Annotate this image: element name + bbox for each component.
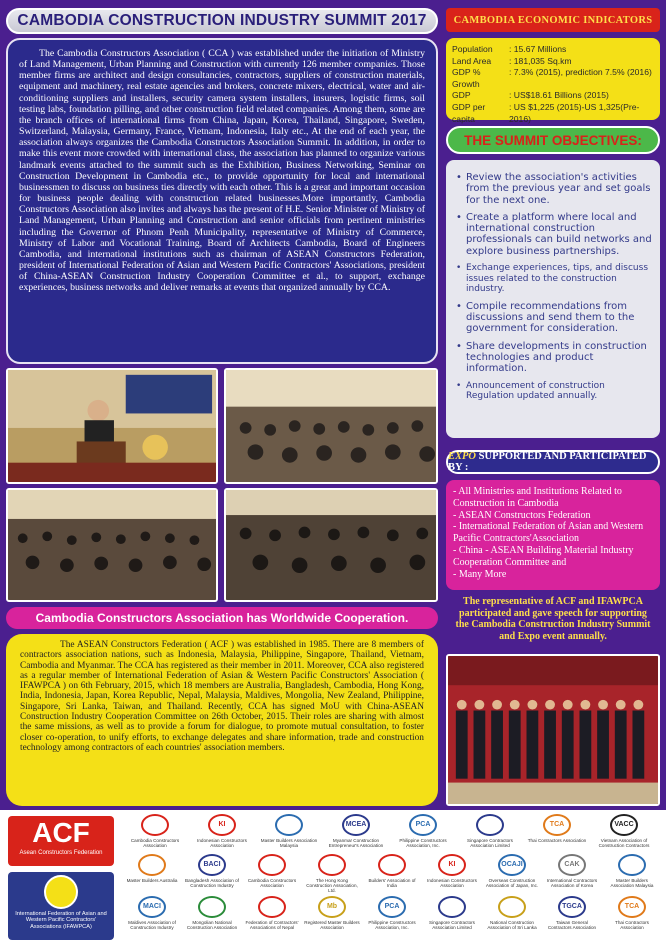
bullet-icon: • — [456, 172, 462, 183]
expo-title-emphasis: EXPO — [448, 451, 477, 462]
indicator-key: GDP — [452, 90, 471, 101]
association-caption: Indonesian Constructors Association — [197, 838, 247, 849]
association-emblem-icon — [476, 814, 504, 836]
event-photo-seminar — [224, 488, 438, 602]
expo-item: - ASEAN Constructors Federation — [453, 509, 591, 521]
association-emblem-icon: OCAJI — [498, 854, 526, 876]
indicator-value: : 15.67 Millions — [509, 44, 567, 54]
association-emblem-icon — [378, 854, 406, 876]
indicator-value: : 7.3% (2015), prediction 7.5% (2016) — [509, 67, 652, 78]
member-association-logo — [364, 854, 420, 888]
event-photo-hall — [6, 488, 218, 602]
intro-panel — [6, 38, 438, 364]
objectives-panel — [446, 160, 660, 438]
indicator-key: Population — [452, 44, 493, 54]
member-association-logo — [604, 896, 660, 930]
member-association-logo — [424, 854, 480, 888]
intro-text: The Cambodia Constructors Association ( CCA ) was established under the initiation of Ministry of Land Management, Urban Planning and Construction with currently 126 member companies. Those member firms are architect and design consultancies, contractors, suppliers of construction materials, equipment and machinery, real estate agencies and brokers, concrete mixers, electrical, water and air-conditioning suppliers and installers, security camera system installers, insurers, logistic firms, soil testing labs, foundation pilling, and other construction field related companies. Among them, some are the branch offices of international firms from China, Japan, Korea, Thailand, Singapore, Sweden, Switzerland, Malaysia, Germany, France, Vietnam, Indonesia, Italy etc., At the end of each year, the association always organizes the Cambodia Constructors Association Summit. In addition, in order to make this event more crowded with international class, the association has planned to organize various landmark events attached to the summit such as the Exhibition, Business Networking, Seminar on Construction Development in Cambodia etc., to provide opportunity for local and international businessmen to discuss on business ties directly with each other. This is a great and important occasion for business people dealing with construction related businesses.More importantly, Cambodia Constructors Association also invites and always has the present of H.E. Senior Minister of Ministry of Land Management, Urban Planning and Construction and senior officials from pertinent ministries including the Governor of Phnom Penh Municipality, representative of Ministry of Commerce, Ministry of Labor and Vocational Training, Board of Architects Cambodia, Board of Engineers Cambodia, and international institutions such as chairman of ASEAN Constructors Federation, president of International Federation of Asian and Western Pacific Contractors' Associations, president of China-ASEAN Construction Industry Cooperation Committee et al., to support, exchange experiences, business networks and deliver remarks at events that organized annually by CCA. — [19, 48, 425, 294]
member-association-logo — [184, 854, 240, 888]
objective-text: Share developments in construction technologies and product information. — [466, 340, 647, 375]
acf-logo — [8, 816, 114, 866]
photo-illustration — [8, 370, 216, 482]
association-emblem-icon — [258, 854, 286, 876]
association-emblem-icon — [318, 854, 346, 876]
ifawpca-logo-caption: International Federation of Asian and Western Pacific Contractors' Associations (IFAWPCA) — [15, 911, 107, 930]
member-association-logo — [544, 854, 600, 888]
association-caption: National Construction Association of Sri Lanka — [487, 920, 537, 931]
association-caption: Overseas Construction Association of Japan, Inc. — [485, 878, 539, 889]
association-caption: Indonesian Constructors Association — [427, 878, 477, 889]
association-emblem-icon: MCEA — [342, 814, 370, 836]
indicator-value: : US$18.61 Billions (2015) — [509, 90, 609, 101]
bullet-icon: • — [456, 300, 462, 312]
event-photo-speaker — [6, 368, 218, 484]
association-caption: The Hong Kong Construction Association, Ltd. — [306, 878, 358, 894]
association-emblem-icon — [275, 814, 303, 836]
indicator-row — [452, 102, 654, 125]
indicator-key: Land Area — [452, 55, 492, 66]
member-association-logo — [593, 814, 655, 848]
association-caption: Vietnam Association of Construction Contractors — [598, 838, 650, 849]
photo-illustration — [8, 490, 216, 600]
association-emblem-icon — [258, 896, 286, 918]
association-emblem-icon: PCA — [378, 896, 406, 918]
association-caption: Master Builders Association Malaysia — [260, 838, 318, 849]
indicator-key: GDP % Growth — [452, 67, 481, 89]
indicator-row — [452, 67, 654, 90]
association-emblem-icon: Mb — [318, 896, 346, 918]
association-emblem-icon: TGCA — [558, 896, 586, 918]
association-emblem-icon: BACI — [198, 854, 226, 876]
member-association-logo — [258, 814, 320, 848]
association-emblem-icon — [498, 896, 526, 918]
member-association-logo — [124, 814, 186, 848]
association-emblem-icon: VACC — [610, 814, 638, 836]
member-association-logo — [244, 896, 300, 930]
expo-item: - All Ministries and Institutions Related to Construction in Cambodia — [453, 486, 622, 509]
globe-icon — [44, 875, 78, 909]
association-emblem-icon: PCA — [409, 814, 437, 836]
expo-item: - Many More — [453, 568, 507, 580]
association-caption: International Contractors Association of Korea — [546, 878, 598, 889]
indicator-row — [452, 90, 654, 102]
expo-title — [448, 451, 658, 473]
association-emblem-icon — [198, 896, 226, 918]
association-emblem-icon — [141, 814, 169, 836]
acf-panel — [6, 634, 438, 806]
photo-illustration — [448, 656, 658, 804]
association-caption: Thai Contractors Association — [615, 920, 649, 931]
member-association-logo — [484, 896, 540, 930]
expo-title-rest: SUPPORTED AND PARTICIPATED BY : — [448, 451, 647, 473]
bullet-icon: • — [456, 263, 462, 274]
indicator-row — [452, 56, 654, 68]
objective-text: Review the association's activities from the previous year and set goals for the next one. — [466, 172, 651, 206]
association-emblem-icon: KI — [438, 854, 466, 876]
objective-item — [456, 212, 652, 257]
association-caption: Federation of Contractors' Associations of Nepal — [245, 920, 299, 931]
representative-note: The representative of ACF and IFAWPCA participated and gave speech for supporting the Cambodia Construction Industry Summit and Expo event annually. — [455, 596, 651, 642]
association-emblem-icon — [438, 896, 466, 918]
event-photo-audience — [224, 368, 438, 484]
photo-illustration — [226, 490, 436, 600]
economic-indicators-title-bar — [446, 8, 660, 32]
bullet-icon: • — [456, 340, 462, 352]
acf-text: The ASEAN Constructors Federation ( ACF ) was established in 1985. There are 8 members of contractors association nations, such as Indonesia, Malaysia, Philippine, Singapore, Thailand, Vietnam, Cambodia and Myanmar. The CCA has registered as their member in 2011. Moreover, CCA also registered as a regular member of International Federation of Asian & Western Pacific Constructors' Association ( IFAWPCA ) on 6th February, 2015, which 18 members are Australia, Bangladesh, Cambodia, Hong Kong, India, Indonesia, Japan, Korea Republic, Nepal, Malaysia, Maldives, Mongolia, New Zealand, Philippine, Singapore, Sri Lanka, Taiwan, and Thailand. Recently, CCA has signed MoU with China-ASEAN Construction Industry Cooperation Committee on 26th October, 2015. Their roles are sharing with almost the same missions, as well as to provide a forum for dialogue, to promote mutual consultation, to foster closer co-operation, to unify efforts, to exchange delegates and share information, trade and construction technology among contractors of each countries' association members. — [20, 640, 424, 753]
association-emblem-icon: KI — [208, 814, 236, 836]
indicator-value: : 181,035 Sq.km — [509, 55, 572, 66]
association-caption: Builders' Association of India — [368, 878, 416, 889]
objective-text: Compile recommendations from discussions and send them to the government for consideration. — [466, 300, 635, 335]
objectives-title: THE SUMMIT OBJECTIVES: — [464, 132, 642, 148]
summit-title-bar — [6, 8, 438, 34]
member-association-logo — [459, 814, 521, 848]
association-caption: Philippine Constructors Association, Inc. — [399, 838, 447, 849]
association-emblem-icon: TCA — [543, 814, 571, 836]
objective-text: Create a platform where local and international construction professionals can build networks and explore business partnerships. — [466, 211, 652, 257]
association-emblem-icon — [618, 854, 646, 876]
association-caption: Registered Master Builders Association — [304, 920, 360, 931]
association-caption: Myanmar Construction Entrepreneur's Association — [328, 838, 384, 849]
association-caption: Master Builders Association Malaysia — [610, 878, 654, 889]
association-caption: Thai Contractors Association — [527, 838, 587, 843]
member-association-logo — [526, 814, 588, 843]
member-association-logo — [424, 896, 480, 930]
objective-text: Announcement of construction Regulation updated annually. — [466, 380, 605, 402]
association-caption: Bangladesh Association of Construction Industry — [185, 878, 239, 889]
ifawpca-logo — [8, 872, 114, 940]
association-caption: Cambodia Constructors Association — [247, 878, 297, 889]
photo-illustration — [226, 370, 436, 482]
association-caption: Cambodia Constructors Association — [130, 838, 180, 849]
member-logos-footer — [0, 810, 666, 942]
association-emblem-icon: TCA — [618, 896, 646, 918]
member-association-logo — [124, 896, 180, 930]
bullet-icon: • — [456, 211, 462, 223]
indicator-row — [452, 44, 654, 56]
objective-item — [456, 381, 652, 402]
expo-item: - China - ASEAN Building Material Industry Cooperation Committee and — [453, 544, 634, 568]
objective-item — [456, 341, 652, 375]
delegates-group-photo — [446, 654, 660, 806]
member-association-logo — [392, 814, 454, 848]
acf-logo-letters: ACF — [32, 817, 90, 848]
worldwide-title: Cambodia Constructors Association has Worldwide Cooperation. — [35, 611, 409, 625]
bullet-icon: • — [456, 380, 462, 391]
expo-title-bar — [446, 450, 660, 474]
association-caption: Mongolian National Construction Association — [186, 920, 238, 931]
member-association-logo — [484, 854, 540, 888]
member-association-logo — [191, 814, 253, 848]
association-caption: Master Builders Australia — [126, 878, 178, 883]
association-emblem-icon: CAK — [558, 854, 586, 876]
member-association-logo — [604, 854, 660, 888]
objectives-title-bar — [446, 126, 660, 154]
acf-logo-caption: Asean Constructors Federation — [19, 850, 103, 856]
summit-title: CAMBODIA CONSTRUCTION INDUSTRY SUMMIT 2017 — [17, 12, 427, 29]
member-association-logo — [184, 896, 240, 930]
worldwide-title-bar — [6, 607, 438, 629]
indicator-value: : US $1,225 (2015)-US 1,325(Pre-2016) — [509, 101, 640, 124]
expo-panel — [446, 480, 660, 590]
objective-item — [456, 263, 652, 295]
association-caption: Maldives Association of Construction Industry — [128, 920, 176, 931]
association-emblem-icon — [138, 854, 166, 876]
association-caption: Philippine Constructors Association, Inc. — [368, 920, 416, 931]
member-association-logo — [544, 896, 600, 930]
member-association-logo — [304, 854, 360, 894]
member-association-logo — [304, 896, 360, 930]
association-caption: Singapore Contractors Association Limited — [429, 920, 475, 931]
expo-item: - International Federation of Asian and Western Pacific Contractors'Association — [453, 521, 644, 545]
member-association-logo — [325, 814, 387, 848]
association-caption: Singapore Contractors Association Limited — [467, 838, 513, 849]
association-caption: Taiwan General Contractors Association — [547, 920, 597, 931]
indicator-key: GDP per capita — [452, 101, 486, 124]
economic-indicators-title: CAMBODIA ECONOMIC INDICATORS — [453, 14, 653, 26]
objective-text: Exchange experiences, tips, and discuss issues related to the construction industry. — [466, 263, 649, 295]
objective-item — [456, 301, 652, 335]
member-association-logo — [244, 854, 300, 888]
economic-indicators-panel — [446, 38, 660, 124]
association-emblem-icon: MACI — [138, 896, 166, 918]
member-association-logo — [364, 896, 420, 930]
member-association-logo — [124, 854, 180, 883]
objective-item — [456, 172, 652, 206]
